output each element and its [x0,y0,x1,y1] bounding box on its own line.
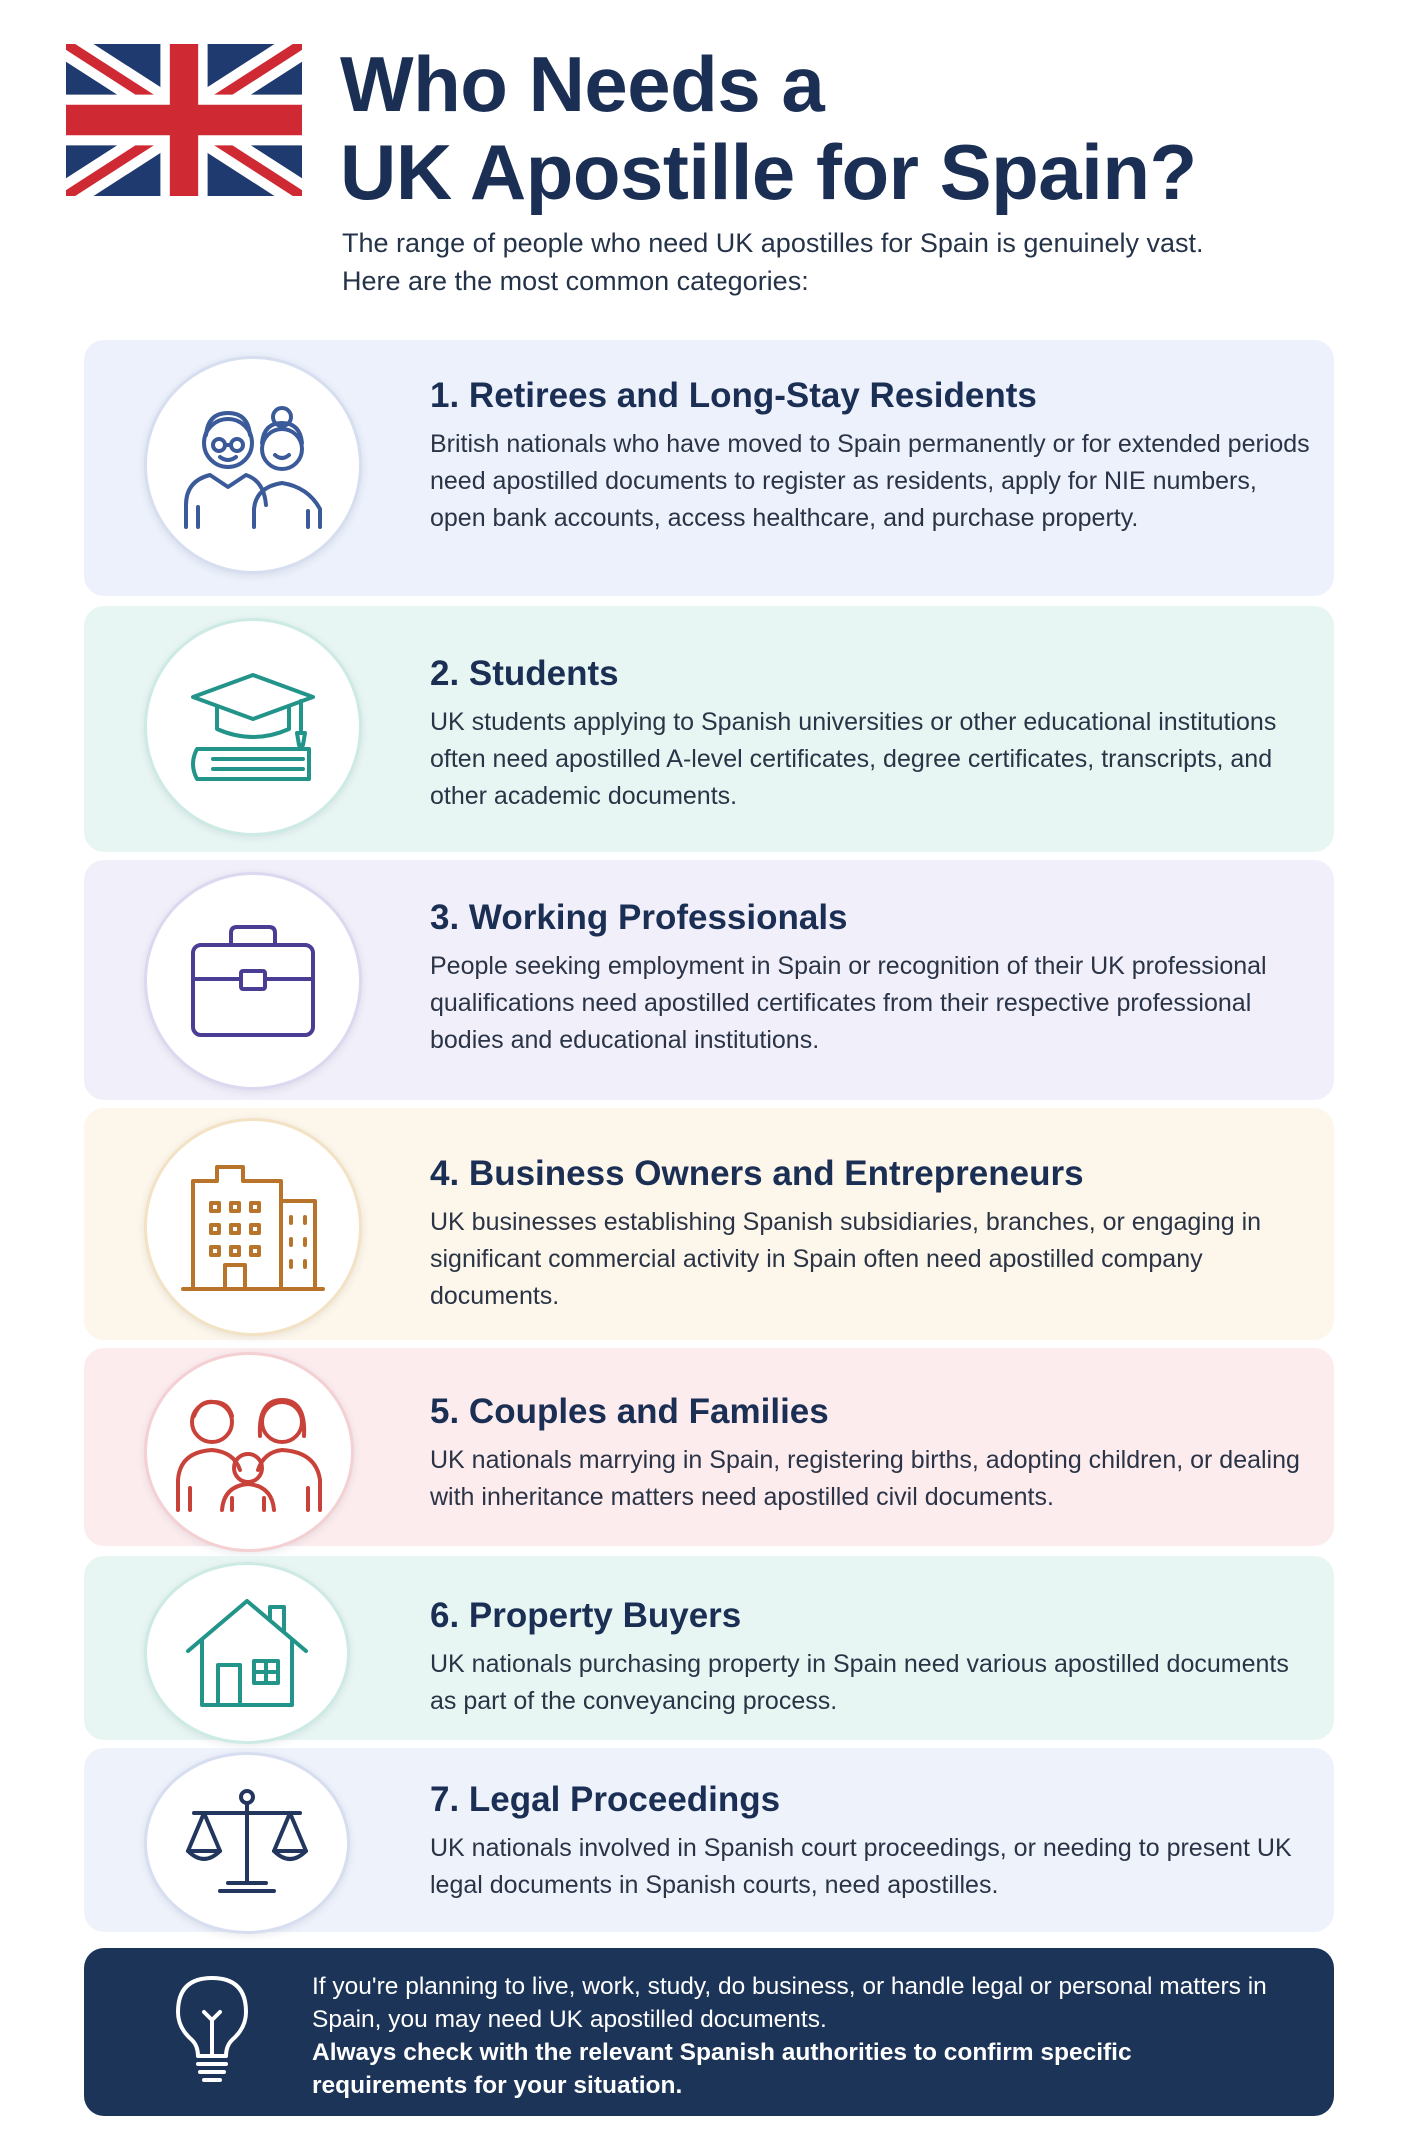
icon-circle [144,1118,362,1336]
category-description: UK businesses establishing Spanish subsidiaries, branches, or engaging in significant commercial activity in Spain often need apostilled company documents. [430,1208,1262,1310]
category-title: 6. Property Buyers [430,1596,742,1635]
scales-of-justice-icon [184,1787,310,1899]
category-title: 3. Working Professionals [430,898,848,937]
footer-text [312,1970,1292,2102]
category-title: 4. Business Owners and Entrepreneurs [430,1154,1084,1193]
category-card-business-owners [84,1108,1334,1340]
house-icon [184,1595,310,1711]
office-building-icon [181,1161,325,1293]
category-description: UK students applying to Spanish universities or other educational institutions often need apostilled A-level certificates, degree certificates, transcripts, and other academic documents. [430,708,1277,810]
footer-bold-note: Always check with the relevant Spanish authorities to confirm specific requirements for your situation. [312,2039,1132,2099]
category-card-couples-families [84,1348,1334,1546]
elderly-couple-icon [178,395,328,535]
category-description: UK nationals involved in Spanish court proceedings, or needing to present UK legal documents in Spanish courts, need apostilles. [430,1834,1292,1899]
page-title-line-2: UK Apostille for Spain? [340,128,1197,216]
icon-circle [144,1562,350,1744]
icon-circle [144,1352,354,1552]
category-description: UK nationals purchasing property in Spain need various apostilled documents as part of the conveyancing process. [430,1650,1289,1715]
category-description: UK nationals marrying in Spain, registering births, adopting children, or dealing with inheritance matters need apostilled civil documents. [430,1446,1300,1511]
footer-note: If you're planning to live, work, study, do business, or handle legal or personal matters in Spain, you may need UK apostilled documents. [312,1973,1267,2033]
family-icon [174,1392,324,1512]
category-title: 5. Couples and Families [430,1392,829,1431]
icon-circle [144,872,362,1090]
icon-circle [144,1752,350,1934]
category-description: People seeking employment in Spain or recognition of their UK professional qualifications need apostilled certificates from their respective professional bodies and educational institutions. [430,952,1267,1054]
briefcase-icon [187,921,319,1041]
icon-circle [144,356,362,574]
page-title [340,40,1197,216]
union-jack-flag-icon [66,44,302,196]
category-title: 7. Legal Proceedings [430,1780,781,1819]
icon-circle [144,618,362,836]
lightbulb-icon [174,1974,250,2084]
intro-line-2: Here are the most common categories: [342,266,809,296]
intro-line-1: The range of people who need UK apostilles for Spain is genuinely vast. [342,228,1204,258]
category-description: British nationals who have moved to Spain permanently or for extended periods need apostilled documents to register as residents, apply for NIE numbers, open bank accounts, access healthcare, and purchase property. [430,430,1310,532]
page-title-line-1: Who Needs a [340,40,825,128]
footer-callout [84,1948,1334,2116]
category-title: 1. Retirees and Long-Stay Residents [430,376,1037,415]
category-card-retirees [84,340,1334,596]
intro-text [342,224,1342,300]
graduation-cap-icon [183,667,323,787]
category-title: 2. Students [430,654,619,693]
category-card-property-buyers [84,1556,1334,1740]
category-card-legal-proceedings [84,1748,1334,1932]
header [66,40,1366,216]
category-card-students [84,606,1334,852]
category-card-professionals [84,860,1334,1100]
